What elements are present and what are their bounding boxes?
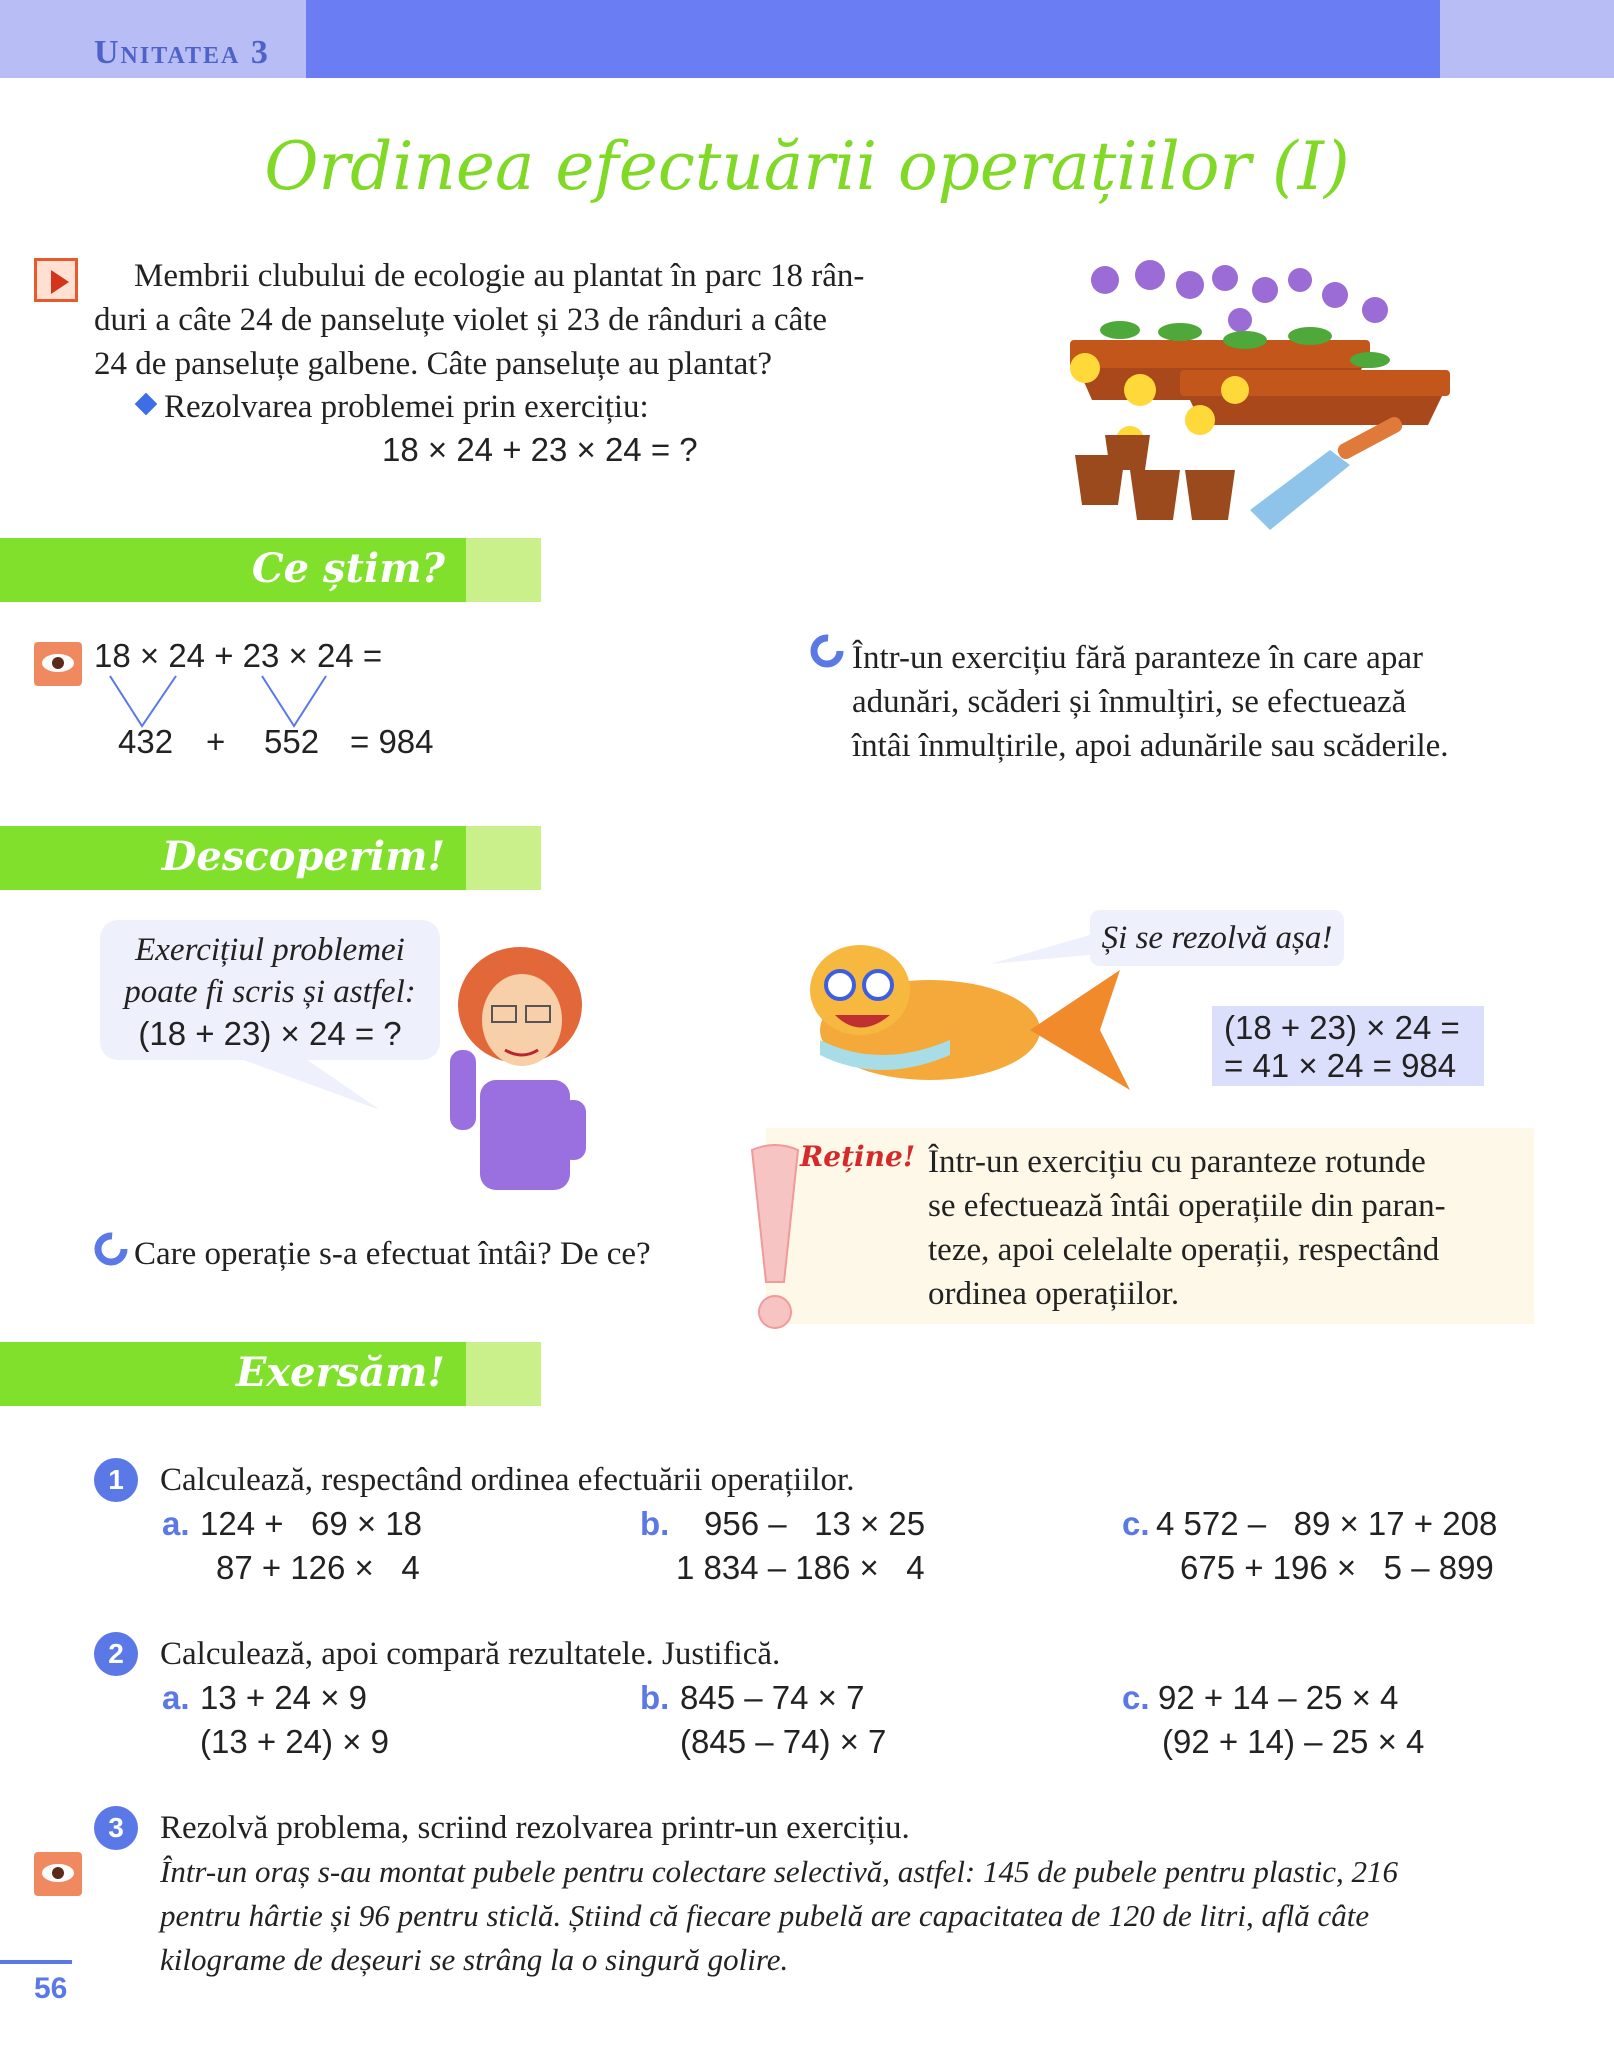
retine-line-4: ordinea operațiilor. bbox=[928, 1276, 1180, 1312]
header-right-band bbox=[1440, 0, 1614, 78]
retine-line-3: teze, apoi celelalte operații, respectând bbox=[928, 1232, 1440, 1268]
rule-line-1: Într-un exercițiu fără paranteze în care apar bbox=[852, 640, 1423, 676]
intro-bullet-text: Rezolvarea problemei prin exercițiu: bbox=[164, 389, 649, 425]
ex2-b-line-2: (845 – 74) × 7 bbox=[680, 1723, 887, 1760]
retine-label: Reține! bbox=[800, 1140, 916, 1173]
exercise-1-text: Calculează, respectând ordinea efectuării operațiilor. bbox=[160, 1462, 855, 1498]
right-product-result: 552 bbox=[264, 723, 320, 760]
ex2-c-label: c. bbox=[1122, 1679, 1150, 1716]
diamond-bullet-icon bbox=[135, 393, 158, 416]
ex3-problem-line-2: pentru hârtie și 96 pentru sticlă. Știind că fiecare pubelă are capacitatea de 120 de litri, află câte bbox=[160, 1898, 1370, 1933]
retine-line-1: Într-un exercițiu cu paranteze rotunde bbox=[928, 1144, 1426, 1180]
intro-line-3: 24 de panseluțe galbene. Câte panseluțe au plantat? bbox=[94, 346, 773, 382]
intro-equation: 18 × 24 + 23 × 24 = ? bbox=[382, 431, 698, 468]
ex1-a-line-1: 124 + 69 × 18 bbox=[200, 1505, 423, 1542]
eye-icon bbox=[34, 642, 82, 686]
rule-line-3: întâi înmulțirile, apoi adunările sau scăderile. bbox=[852, 728, 1449, 764]
ex1-a-label: a. bbox=[162, 1505, 190, 1542]
ex1-c-line-2: 675 + 196 × 5 – 899 bbox=[1180, 1549, 1494, 1586]
exercise-2-text: Calculează, apoi compară rezultatele. Justifică. bbox=[160, 1636, 781, 1672]
ex1-b-line-1: 956 – 13 × 25 bbox=[704, 1505, 926, 1542]
intro-line-2: duri a câte 24 de panseluțe violet și 23 de rânduri a câte bbox=[94, 302, 828, 338]
unit-label: Unitatea 3 bbox=[94, 34, 270, 71]
ce-stim-expression: 18 × 24 + 23 × 24 = bbox=[94, 637, 383, 674]
page-number-rule bbox=[0, 1960, 72, 1964]
descoperim-heading: Descoperim! bbox=[161, 833, 445, 880]
solution-line-2: = 41 × 24 = 984 bbox=[1224, 1047, 1457, 1084]
header-center-band bbox=[306, 0, 1440, 78]
ex2-c-line-2: (92 + 14) – 25 × 4 bbox=[1162, 1723, 1425, 1760]
rule-line-2: adunări, scăderi și înmulțiri, se efectuează bbox=[852, 684, 1407, 720]
exercise-3-number: 3 bbox=[94, 1806, 138, 1850]
fish-bubble-tail bbox=[990, 932, 1100, 964]
page-number: 56 bbox=[34, 1972, 68, 2005]
ex1-a-line-2: 87 + 126 × 4 bbox=[216, 1549, 420, 1586]
question-text: Care operație s-a efectuat întâi? De ce? bbox=[134, 1236, 651, 1272]
ce-stim-banner-tail bbox=[466, 538, 541, 602]
solution-line-1: (18 + 23) × 24 = bbox=[1224, 1009, 1460, 1046]
exersam-banner-tail bbox=[466, 1342, 541, 1406]
ex2-c-line-1: 92 + 14 – 25 × 4 bbox=[1158, 1679, 1399, 1716]
exercise-2-number: 2 bbox=[94, 1632, 138, 1676]
play-icon bbox=[34, 258, 78, 302]
intro-line-1: Membrii clubului de ecologie au plantat în parc 18 rân- bbox=[134, 258, 865, 294]
exersam-heading: Exersăm! bbox=[235, 1349, 445, 1396]
sum-result: = 984 bbox=[350, 723, 434, 760]
ex1-b-line-2: 1 834 – 186 × 4 bbox=[676, 1549, 925, 1586]
ex3-problem-line-1: Într-un oraș s-au montat pubele pentru colectare selectivă, astfel: 145 de pubele pentru plastic, 216 bbox=[160, 1854, 1398, 1889]
ex2-b-label: b. bbox=[640, 1679, 670, 1716]
eye-icon bbox=[34, 1852, 82, 1896]
ex2-a-label: a. bbox=[162, 1679, 190, 1716]
pansy-flowers-illustration bbox=[1030, 240, 1450, 540]
page-title: Ordinea efectuării operațiilor (I) bbox=[264, 128, 1350, 205]
refresh-icon bbox=[94, 1232, 128, 1266]
ex1-c-line-1: 4 572 – 89 × 17 + 208 bbox=[1156, 1505, 1498, 1542]
bubble-line-1: Exercițiul problemei bbox=[135, 932, 405, 968]
ex2-a-line-2: (13 + 24) × 9 bbox=[200, 1723, 389, 1760]
exercise-1-number: 1 bbox=[94, 1458, 138, 1502]
teacher-illustration bbox=[430, 940, 610, 1200]
fish-bubble-text: Și se rezolvă așa! bbox=[1101, 920, 1333, 956]
plus-sign: + bbox=[206, 723, 226, 760]
refresh-icon bbox=[810, 634, 844, 668]
ex1-b-label: b. bbox=[640, 1505, 670, 1542]
ex1-c-label: c. bbox=[1122, 1505, 1150, 1542]
ex2-b-line-1: 845 – 74 × 7 bbox=[680, 1679, 865, 1716]
retine-line-2: se efectuează întâi operațiile din paran- bbox=[928, 1188, 1446, 1224]
speech-bubble-tail bbox=[230, 1055, 390, 1115]
ex2-a-line-1: 13 + 24 × 9 bbox=[200, 1679, 367, 1716]
left-product-result: 432 bbox=[118, 723, 174, 760]
bubble-line-3: (18 + 23) × 24 = ? bbox=[138, 1015, 402, 1052]
descoperim-banner-tail bbox=[466, 826, 541, 890]
exercise-3-text: Rezolvă problema, scriind rezolvarea printr-un exercițiu. bbox=[160, 1810, 910, 1846]
ex3-problem-line-3: kilograme de deșeuri se strâng la o singură golire. bbox=[160, 1942, 789, 1977]
ce-stim-heading: Ce știm? bbox=[251, 545, 445, 592]
bubble-line-2: poate fi scris și astfel: bbox=[124, 974, 416, 1010]
